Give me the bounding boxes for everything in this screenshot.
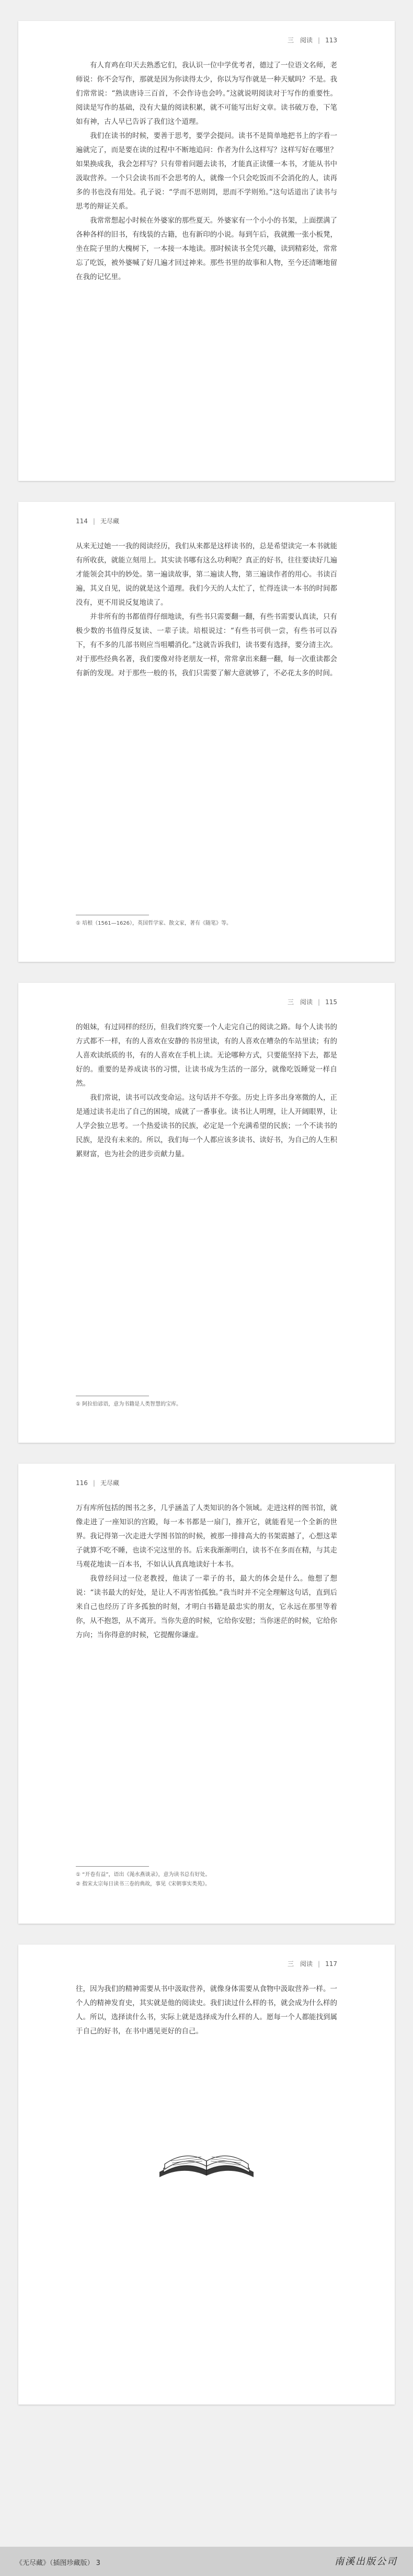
paragraph: 我们常说，读书可以改变命运。这句话并不夸张。历史上许多出身寒微的人，正是通过读书走出了自己的困境，成就了一番事业。读书让人明理，让人开阔眼界，让人学会独立思考。一个热爱读书的民族，必定是一个充满希望的民族；一个不读书的民族，是没有未来的。所以，我们每一个人都应该多读书、读好书，为自己的人生积累财富，也为社会的进步贡献力量。	[76, 1094, 337, 1158]
open-book-icon	[154, 2122, 259, 2185]
page-number: 114	[76, 517, 88, 525]
page-number: 117	[325, 1960, 337, 1968]
header-section: 无尽藏	[100, 1479, 119, 1487]
footnotes	[76, 1866, 337, 1890]
paragraph: 我们在读书的时候，要善于思考，要学会提问。读书不是简单地把书上的字看一遍就完了，而是要在读的过程中不断地追问：作者为什么这样写？这样写好在哪里？如果换成我，我会怎样写？只有带着问题去读书，才能真正读懂一本书，才能从书中汲取营养。一个只会读书而不会思考的人，就像一个只会吃饭而不会消化的人，读再多的书也没有用处。孔子说：“学而不思则罔，思而不学则殆。”这句话道出了读书与思考的辩证关系。	[76, 132, 337, 211]
publisher-logo: 南溪出版公司	[335, 2556, 397, 2567]
paragraph: 有人育鸡在印天去熟悉它们，我认识一位中学优考者，德过了一位语文名师，老师说：你不会写作，那就是因为你读得太少，你以为写作就是一种天赋吗？不是。我们常常说：“熟读唐诗三百首，不会作诗也会吟。”这就说明阅读对于写作的重要性。阅读是写作的基础，没有大量的阅读积累，就不可能写出好文章。读书破万卷，下笔如有神，古人早已告诉了我们这个道理。	[76, 61, 337, 126]
page-117	[18, 1945, 395, 2405]
body-text	[76, 1982, 337, 2039]
body-text	[76, 539, 337, 681]
paragraph: 我曾经问过一位老教授，他读了一辈子的书，最大的体会是什么。他想了想说：“读书最大的好处，是让人不再害怕孤独。”我当时并不完全理解这句话，直到后来自己也经历了许多孤独的时刻，才明白书籍是最忠实的朋友，它永远在那里等着你，从不抱怨，从不离开。当你失意的时候，它给你安慰；当你迷茫的时候，它给你方向；当你得意的时候，它提醒你谦虚。	[76, 1574, 337, 1639]
page-number: 113	[325, 36, 337, 44]
paragraph: 往，因为我们的精神需要从书中汲取营养，就像身体需要从食物中汲取营养一样。一个人的精神发育史，其实就是他的阅读史。我们读过什么样的书，就会成为什么样的人。所以，选择读什么书，实际上就是选择成为什么样的人。愿每一个人都能找到属于自己的好书，在书中遇见更好的自己。	[76, 1985, 337, 2036]
running-header: 114 | 无尽藏	[76, 517, 119, 525]
paragraph: 从来无过她一一我的阅读经历，我们从来都是这样读书的，总是希望读完一本书就能有所收获，就能立刻用上。其实读书哪有这么功利呢？真正的好书，往往要读好几遍才能领会其中的妙处。第一遍读故事，第二遍读人物，第三遍读作者的用心。书读百遍，其义自见，说的就是这个道理。我们今天的人太忙了，忙得连读一本书的时间都没有，更不用说反复地读了。	[76, 542, 337, 607]
header-section: 无尽藏	[100, 518, 119, 525]
running-header: 三 阅读 | 113	[288, 36, 337, 44]
page-number: 115	[325, 998, 337, 1006]
header-section: 三 阅读	[288, 37, 313, 44]
page-115	[18, 983, 395, 1443]
page-114	[18, 502, 395, 962]
paragraph: 我常常想起小时候在外婆家的那些夏天。外婆家有一个小小的书架，上面摆满了各种各样的旧书，有线装的古籍，也有新印的小说。每到午后，我就搬一张小板凳，坐在院子里的大槐树下，一本接一本地读。那时候读书全凭兴趣，读到精彩处，常常忘了吃饭，被外婆喊了好几遍才回过神来。那些书里的故事和人物，至今还清晰地留在我的记忆里。	[76, 216, 337, 281]
footnotes	[76, 1396, 337, 1410]
body-text	[76, 1501, 337, 1642]
header-section: 三 阅读	[288, 998, 313, 1006]
running-header: 116 | 无尽藏	[76, 1479, 119, 1487]
paragraph: 的姐妹，有过同样的经历，但我们终究要一个人走完自己的阅读之路。每个人读书的方式都不一样，有的人喜欢在安静的书房里读，有的人喜欢在嘈杂的车站里读；有的人喜欢读纸质的书，有的人喜欢在手机上读。无论哪种方式，只要能坚持下去，都是好的。重要的是养成读书的习惯，让读书成为生活的一部分，就像吃饭睡觉一样自然。	[76, 1023, 337, 1088]
body-text	[76, 1020, 337, 1162]
footnotes	[76, 915, 337, 929]
footnote-rule	[76, 1866, 149, 1867]
paragraph: 并非所有的书都值得仔细地读，有些书只需要翻一翻，有些书需要认真读，只有极少数的书值得反复读、一辈子读。培根说过：“有些书可供一尝，有些书可以吞下，有不多的几部书则应当咀嚼消化。”这就告诉我们，读书要有选择，要分清主次。对于那些经典名著，我们要像对待老朋友一样，常常拿出来翻一翻，每一次重读都会有新的发现。对于那些一般的书，我们只需要了解大意就够了，不必花太多的时间。	[76, 613, 337, 677]
running-header: 三 阅读 | 115	[288, 998, 337, 1006]
footnote: ② 指宋太宗每日读书三卷的典故，事见《宋朝事实类苑》。	[76, 1881, 211, 1887]
paragraph: 万有库所包括的图书之多，几乎涵盖了人类知识的各个领域。走进这样的图书馆，就像走进了一座知识的宫殿，每一本书都是一扇门，推开它，就能看见一个全新的世界。我记得第一次走进大学图书馆的时候，被那一排排高大的书架震撼了，心想这辈子就算不吃不睡，也读不完这里的书。后来我渐渐明白，读书不在多而在精，与其走马观花地读一百本书，不如认认真真地读好十本书。	[76, 1504, 337, 1569]
footer-bar	[0, 2547, 413, 2576]
book-title: 《无尽藏》（插图珍藏版）	[16, 2559, 94, 2567]
running-header: 三 阅读 | 117	[288, 1960, 337, 1968]
footer-page-number: 3	[96, 2559, 100, 2567]
footnote: ① 培根（1561—1626），英国哲学家、散文家，著有《随笔》等。	[76, 921, 232, 926]
page-number: 116	[76, 1479, 88, 1487]
book-title-footer	[16, 2557, 100, 2567]
footnote: ① 阿拉伯谚语，意为书籍是人类智慧的宝库。	[76, 1401, 182, 1407]
page-113	[18, 21, 395, 481]
body-text	[76, 59, 337, 284]
footnote: ① “开卷有益”，语出《渑水燕谈录》，意为读书总有好处。	[76, 1872, 211, 1878]
page-116	[18, 1464, 395, 1924]
header-section: 三 阅读	[288, 1960, 313, 1968]
